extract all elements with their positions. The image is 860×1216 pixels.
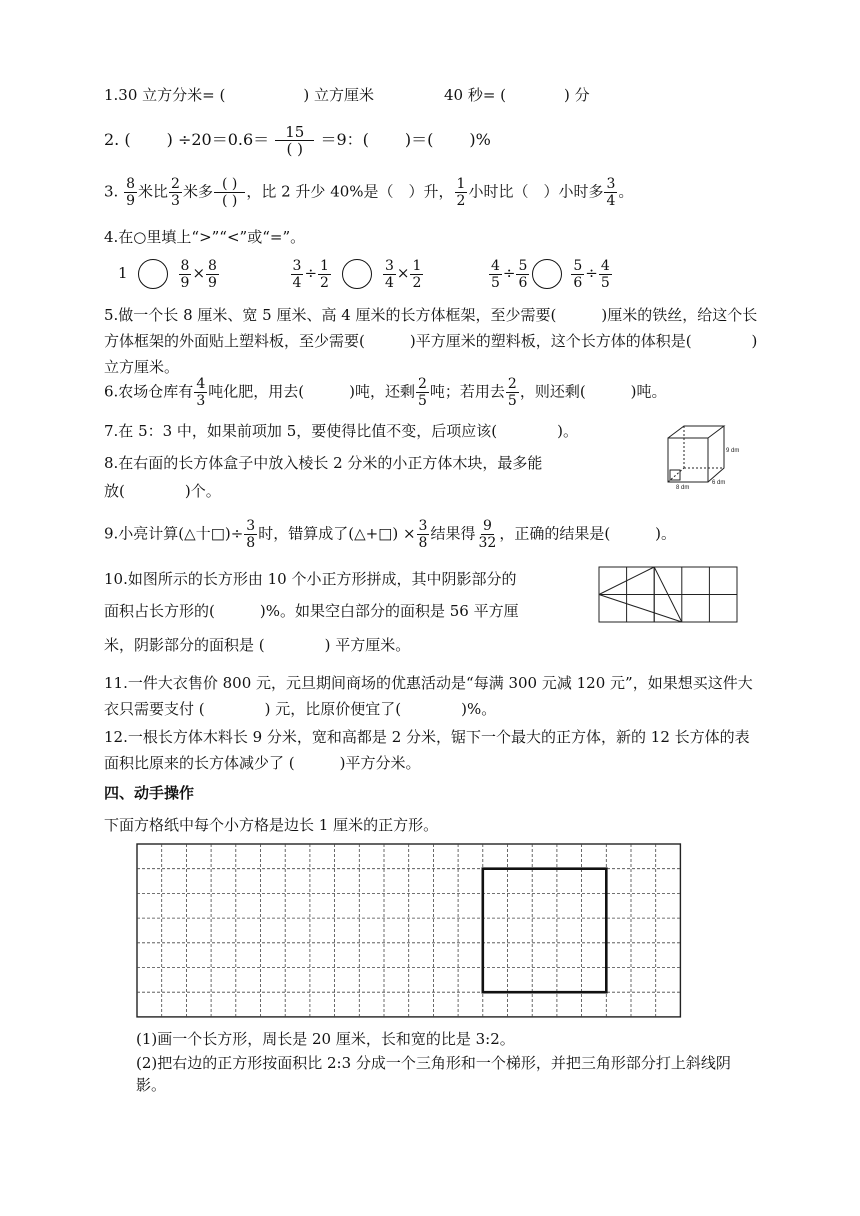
question-4-comparisons — [118, 256, 613, 291]
denominator: 3 — [196, 393, 206, 409]
q1-part-d: ) 分 — [564, 86, 590, 104]
numerator: 5 — [518, 257, 528, 274]
numerator: 3 — [246, 518, 256, 534]
times-sign: × — [192, 264, 206, 282]
question-2 — [104, 124, 491, 157]
q9-text-a: 9.小亮计算(△十□)÷ — [104, 524, 244, 543]
denominator: 9 — [180, 274, 190, 291]
numerator: 2 — [507, 376, 517, 392]
q3-text-b: 米比 — [138, 182, 169, 201]
numerator: 3 — [292, 257, 302, 274]
denominator: 9 — [208, 274, 217, 291]
given-square — [483, 869, 607, 993]
q3-frac-5 — [604, 176, 617, 209]
q4-b2 — [318, 258, 331, 291]
q9-frac-3 — [476, 518, 498, 551]
numerator: ( ) — [214, 176, 245, 193]
q1-part-a: 1.30 立方分米= ( — [104, 86, 226, 104]
q2-numerator: 15 — [275, 124, 314, 141]
denominator: ( ) — [221, 193, 238, 209]
q2-part-d: ＝9：( — [320, 130, 369, 149]
q4-c1 — [489, 258, 502, 291]
q3-frac-2 — [169, 176, 182, 209]
question-10-line-2: 面积占长方形的( )%。如果空白部分的面积是 56 平方厘 — [104, 602, 519, 620]
width-label: 6 dm — [712, 480, 726, 486]
times-sign: × — [396, 264, 410, 282]
q4-c4 — [599, 258, 612, 291]
q4-a1 — [179, 258, 192, 291]
question-10-line-3: 米，阴影部分的面积是 ( ) 平方厘米。 — [104, 636, 411, 654]
height-label: 9 dm — [726, 448, 740, 454]
q3-text-c: 米多 — [182, 182, 213, 201]
question-8-line-2: 放( )个。 — [104, 482, 221, 500]
q9-text-c: 结果得 — [430, 524, 476, 543]
denominator: 2 — [412, 274, 422, 291]
denominator: 32 — [478, 535, 497, 551]
numerator: 1 — [320, 257, 329, 274]
grid-paper[interactable] — [136, 843, 684, 1019]
q2-paren: ( — [124, 130, 131, 149]
numerator: 4 — [600, 257, 610, 274]
numerator: 9 — [482, 518, 492, 534]
question-3 — [104, 176, 633, 209]
q2-part-e: )＝( — [404, 130, 434, 149]
q4-one: 1 — [118, 264, 128, 282]
q3-text-d: ，比 2 升少 40%是（ ）升， — [246, 182, 454, 201]
denominator: 4 — [292, 274, 302, 291]
section-4-intro: 下面方格纸中每个小方格是边长 1 厘米的正方形。 — [104, 816, 439, 834]
q3-text-f: 。 — [618, 182, 634, 201]
q3-text-e: 小时比（ ）小时多 — [468, 182, 604, 201]
denominator: 6 — [573, 274, 583, 291]
numerator: 3 — [384, 257, 394, 274]
numerator: 1 — [456, 176, 466, 192]
q9-text-b: 时，错算成了(△+□) × — [258, 524, 416, 543]
q2-denominator: ( ) — [286, 140, 304, 158]
denominator: 8 — [246, 535, 256, 551]
q3-frac-1 — [124, 176, 137, 209]
q2-part-f: )% — [469, 130, 491, 149]
numerator: 2 — [171, 176, 180, 192]
q4-b4 — [410, 258, 423, 291]
question-5: 5.做一个长 8 厘米、宽 5 厘米、高 4 厘米的长方体框架，至少需要( )厘米的铁丝，给这个长方体框架的外面贴上塑料板，至少需要( )平方厘米的塑料板，这个长方体的体积是( )立方厘米。 — [104, 306, 758, 376]
question-8-line-1: 8.在右面的长方体盒子中放入棱长 2 分米的小正方体木块，最多能 — [104, 454, 543, 472]
question-12: 12.一根长方体木料长 9 分米，宽和高都是 2 分米，锯下一个最大的正方体，新的 12 长方体的表面积比原来的长方体减少了 ( )平方分米。 — [104, 728, 750, 772]
q4-c2 — [516, 258, 529, 291]
q1-part-b: ) 立方厘米 — [303, 86, 374, 104]
compare-circle-1[interactable] — [138, 259, 168, 289]
q4-c3 — [571, 258, 584, 291]
numerator: 2 — [417, 376, 427, 392]
divide-sign: ÷ — [502, 264, 516, 282]
q6-text-a: 6.农场仓库有 — [104, 382, 194, 401]
numerator: 5 — [573, 257, 583, 274]
denominator: 5 — [507, 393, 517, 409]
task-2: (2)把右边的正方形按面积比 2:3 分成一个三角形和一个梯形，并把三角形部分打上斜线阴影。 — [136, 1054, 731, 1094]
q3-frac-blank — [214, 176, 245, 209]
divide-sign: ÷ — [304, 264, 318, 282]
q6-text-b: 吨化肥，用去( )吨，还剩 — [208, 382, 415, 401]
denominator: 5 — [417, 393, 427, 409]
q2-fraction — [275, 124, 314, 157]
numerator: 8 — [208, 257, 217, 274]
denominator: 3 — [171, 193, 180, 209]
q4-b3 — [383, 258, 396, 291]
divide-sign: ÷ — [585, 264, 598, 282]
denominator: 4 — [384, 274, 394, 291]
q6-frac-1 — [194, 376, 207, 409]
numerator: 1 — [412, 257, 422, 274]
numerator: 4 — [490, 257, 500, 274]
q2-number: 2. — [104, 130, 120, 149]
question-10-line-1: 10.如图所示的长方形由 10 个小正方形拼成，其中阴影部分的 — [104, 570, 517, 588]
section-4-title: 四、动手操作 — [104, 784, 195, 802]
q4-b1 — [291, 258, 304, 291]
numerator: 8 — [126, 176, 136, 192]
question-4-title: 4.在○里填上“>”“<”或“=”。 — [104, 228, 306, 246]
q3-frac-4 — [455, 176, 468, 209]
question-7: 7.在 5：3 中，如果前项加 5，要使得比值不变，后项应该( )。 — [104, 422, 578, 440]
question-11: 11.一件大衣售价 800 元，元旦期间商场的优惠活动是“每满 300 元减 120 元”，如果想买这件大衣只需要支付 ( ) 元，比原价便宜了( )%。 — [104, 674, 753, 718]
q6-frac-3 — [506, 376, 519, 409]
q9-frac-2 — [417, 518, 430, 551]
compare-circle-2[interactable] — [342, 259, 372, 289]
q6-text-d: ，则还剩( )吨。 — [519, 382, 667, 401]
q6-text-c: 吨；若用去 — [429, 382, 505, 401]
q2-part-c: ) ÷20＝0.6＝ — [166, 130, 270, 149]
length-label: 8 dm — [676, 485, 690, 490]
cuboid-box-figure — [662, 420, 742, 490]
numerator: 8 — [180, 257, 190, 274]
q9-frac-1 — [244, 518, 257, 551]
q9-text-d: ，正确的结果是( )。 — [499, 524, 677, 543]
question-9 — [104, 518, 676, 551]
numerator: 4 — [196, 376, 206, 392]
denominator: 5 — [490, 274, 500, 291]
compare-circle-3[interactable] — [532, 259, 562, 289]
q1-part-c: 40 秒= ( — [443, 86, 507, 104]
q3-number: 3. — [104, 182, 119, 201]
q6-frac-2 — [416, 376, 429, 409]
question-6 — [104, 376, 667, 409]
q4-a2 — [206, 258, 219, 291]
question-1 — [104, 82, 590, 108]
denominator: 2 — [320, 274, 329, 291]
denominator: 4 — [606, 193, 616, 209]
denominator: 8 — [418, 535, 428, 551]
task-1: (1)画一个长方形，周长是 20 厘米，长和宽的比是 3:2。 — [136, 1030, 515, 1048]
numerator: 3 — [418, 518, 428, 534]
numerator: 3 — [606, 176, 616, 192]
shaded-rectangle-figure — [598, 566, 740, 626]
denominator: 2 — [456, 193, 466, 209]
denominator: 6 — [518, 274, 528, 291]
denominator: 9 — [126, 193, 136, 209]
denominator: 5 — [600, 274, 610, 291]
